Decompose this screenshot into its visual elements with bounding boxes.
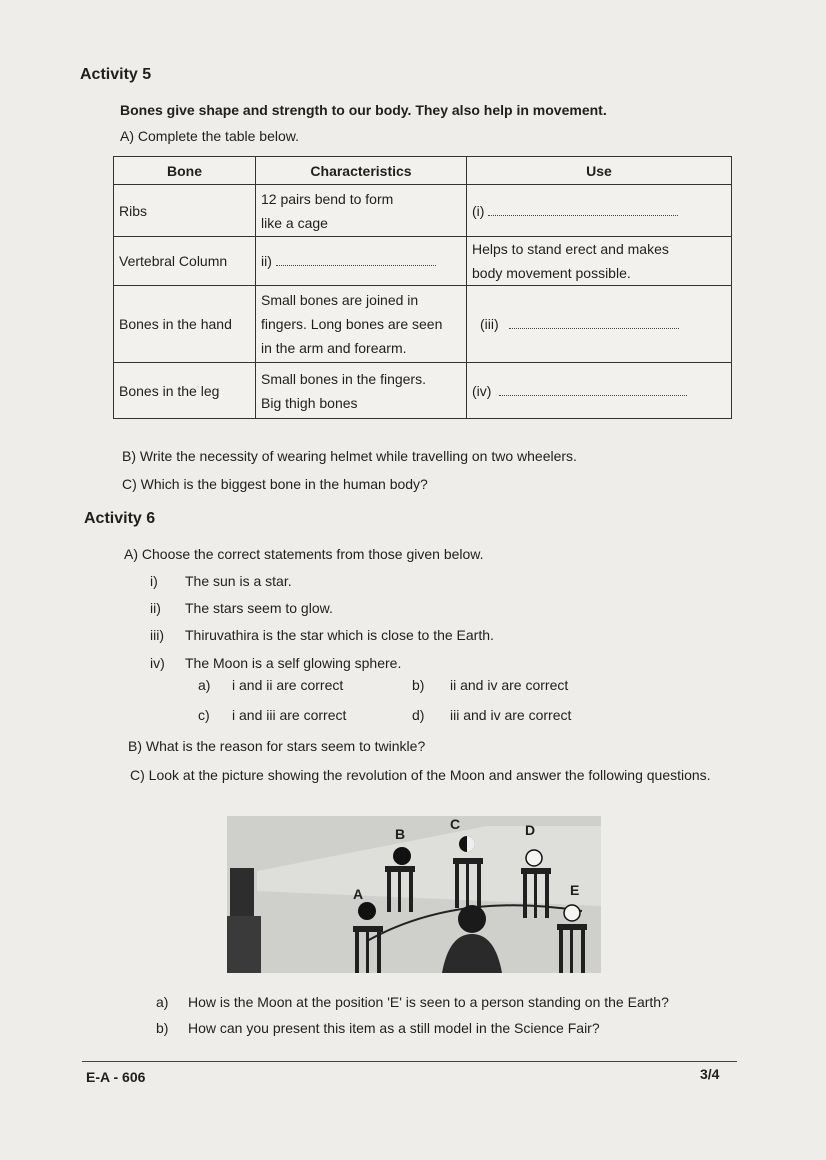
activity6-part-a: A) Choose the correct statements from those given below. — [124, 546, 484, 562]
activity5-heading: Activity 5 — [80, 66, 152, 83]
option-text[interactable]: iii and iv are correct — [450, 707, 572, 723]
table-row — [114, 237, 732, 286]
answer-blank[interactable] — [276, 265, 436, 266]
moon-revolution-figure — [227, 816, 601, 973]
use-cell — [467, 286, 732, 363]
activity5-part-c: C) Which is the biggest bone in the human body? — [122, 476, 428, 492]
characteristics-line: 12 pairs bend to form — [261, 190, 394, 207]
activity6-part-b: B) What is the reason for stars seem to twinkle? — [128, 738, 426, 754]
question-text: How can you present this item as a still model in the Science Fair? — [188, 1020, 600, 1036]
statement-text: The stars seem to glow. — [185, 600, 333, 616]
statement-text: Thiruvathira is the star which is close to the Earth. — [185, 627, 494, 643]
figure-label-c: C — [450, 816, 461, 832]
header-bone: Bone — [114, 157, 256, 185]
activity6-heading: Activity 6 — [84, 510, 156, 527]
statement-number: iv) — [150, 655, 165, 671]
bone-cell: Ribs — [114, 185, 256, 237]
option-number: c) — [198, 707, 210, 723]
question-number: b) — [156, 1020, 169, 1036]
characteristics-cell — [256, 286, 467, 363]
use-line: Helps to stand erect and makes — [472, 241, 669, 257]
characteristics-line: like a cage — [261, 214, 328, 231]
activity5-part-a: A) Complete the table below. — [120, 128, 299, 144]
answer-blank[interactable] — [488, 215, 678, 216]
use-cell — [467, 237, 732, 286]
activity5-intro: Bones give shape and strength to our body. They also help in movement. — [120, 102, 607, 118]
activity5-part-b: B) Write the necessity of wearing helmet while travelling on two wheelers. — [122, 448, 577, 464]
exam-code: E-A - 606 — [86, 1069, 146, 1085]
use-line: body movement possible. — [472, 265, 631, 281]
figure-label-a: A — [353, 886, 364, 902]
answer-label: ii) — [261, 253, 272, 269]
characteristics-cell — [256, 237, 467, 286]
characteristics-cell — [256, 363, 467, 419]
table-header-row — [114, 157, 732, 185]
bone-cell: Bones in the hand — [114, 286, 256, 363]
statement-number: i) — [150, 573, 158, 589]
option-text[interactable]: i and iii are correct — [232, 707, 347, 723]
option-text[interactable]: i and ii are correct — [232, 677, 344, 693]
option-number: b) — [412, 677, 425, 693]
characteristics-line: Small bones are joined in — [261, 292, 419, 308]
option-number: d) — [412, 707, 425, 723]
use-cell — [467, 185, 732, 237]
characteristics-line: fingers. Long bones are seen — [261, 316, 443, 332]
header-characteristics: Characteristics — [256, 157, 467, 185]
use-cell — [467, 363, 732, 419]
statement-text: The sun is a star. — [185, 573, 292, 589]
statement-number: iii) — [150, 627, 164, 643]
page-number: 3/4 — [700, 1066, 720, 1082]
characteristics-line: Big thigh bones — [261, 394, 358, 411]
question-text: How is the Moon at the position 'E' is seen to a person standing on the Earth? — [188, 994, 669, 1010]
answer-label: (iii) — [480, 316, 499, 332]
bones-table — [113, 156, 732, 419]
activity6-part-c: C) Look at the picture showing the revolution of the Moon and answer the following questions. — [130, 767, 711, 783]
option-text[interactable]: ii and iv are correct — [450, 677, 569, 693]
header-use: Use — [467, 157, 732, 185]
table-row — [114, 185, 732, 237]
characteristics-line: Small bones in the fingers. — [261, 370, 426, 387]
footer-divider — [82, 1061, 737, 1062]
question-number: a) — [156, 994, 169, 1010]
bone-cell: Bones in the leg — [114, 363, 256, 419]
statement-text: The Moon is a self glowing sphere. — [185, 655, 402, 671]
answer-blank[interactable] — [499, 395, 687, 396]
answer-label: (i) — [472, 202, 485, 219]
table-row — [114, 363, 732, 419]
bone-cell: Vertebral Column — [114, 237, 256, 286]
answer-blank[interactable] — [509, 328, 679, 329]
characteristics-cell — [256, 185, 467, 237]
figure-label-e: E — [570, 882, 580, 898]
answer-label: (iv) — [472, 382, 492, 399]
figure-label-b: B — [395, 826, 406, 842]
statement-number: ii) — [150, 600, 161, 616]
characteristics-line: in the arm and forearm. — [261, 340, 407, 356]
option-number: a) — [198, 677, 211, 693]
figure-label-d: D — [525, 822, 536, 838]
moon-revolution-illustration — [227, 816, 601, 973]
table-row — [114, 286, 732, 363]
